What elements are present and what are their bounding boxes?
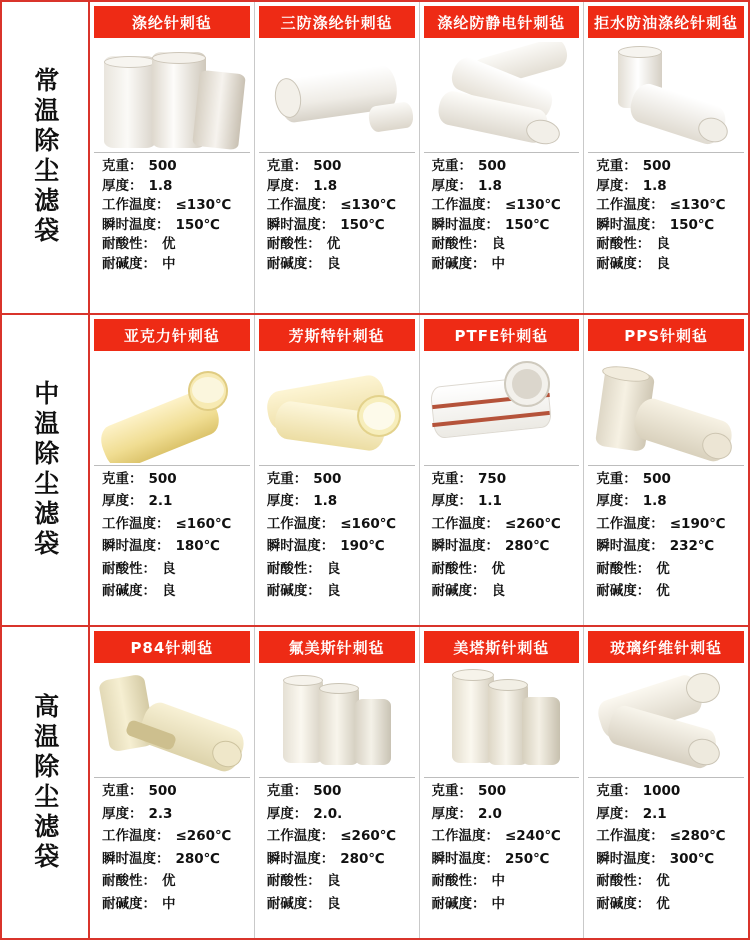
spec-value: 中 — [491, 895, 505, 912]
spec-work-temp — [596, 830, 742, 844]
spec-list — [588, 777, 744, 934]
product-card[interactable] — [90, 627, 255, 938]
spec-key: 工作温度： — [102, 828, 170, 845]
spec-value: ≤260℃ — [175, 828, 232, 845]
spec-key: 耐酸性： — [266, 873, 321, 890]
spec-value: ≤130℃ — [175, 197, 232, 213]
spec-list — [259, 152, 415, 309]
spec-value: 500 — [313, 470, 342, 487]
spec-value: 优 — [326, 236, 341, 252]
spec-acid — [266, 560, 413, 577]
card-list — [90, 2, 748, 313]
spec-key: 厚度： — [102, 177, 143, 194]
polyester-filter-bag-photo — [96, 42, 248, 150]
spec-value: 150℃ — [175, 216, 221, 233]
spec-acid — [596, 875, 742, 889]
spec-key: 耐酸性： — [102, 560, 156, 577]
p84-filter-bag-photo — [96, 667, 248, 775]
spec-value: ≤190℃ — [669, 515, 726, 532]
product-card[interactable] — [420, 2, 585, 313]
product-card[interactable] — [584, 2, 748, 313]
spec-key: 厚度： — [266, 805, 308, 822]
acrylic-filter-bag-photo — [96, 355, 248, 463]
spec-key: 工作温度： — [596, 515, 664, 532]
spec-key: 瞬时温度： — [596, 216, 664, 233]
spec-acid — [102, 238, 248, 252]
product-group-row — [2, 627, 748, 938]
spec-key: 厚度： — [596, 177, 637, 194]
spec-list — [94, 777, 250, 934]
spec-work-temp — [431, 515, 578, 532]
spec-key: 厚度： — [102, 805, 143, 822]
metas-filter-bag-photo — [426, 667, 578, 775]
spec-value: 280℃ — [505, 538, 550, 555]
spec-work-temp — [596, 515, 742, 532]
spec-work-temp — [102, 515, 248, 532]
spec-weight — [267, 785, 413, 799]
spec-key: 瞬时温度： — [266, 216, 335, 233]
spec-value: 良 — [326, 873, 341, 890]
spec-alkali — [431, 255, 578, 272]
spec-value: 中 — [491, 255, 505, 272]
spec-key: 厚度： — [596, 493, 637, 510]
spec-key: 克重： — [431, 470, 472, 487]
spec-thickness — [102, 177, 248, 194]
ptfe-filter-bag-photo — [426, 355, 578, 463]
product-card[interactable] — [255, 315, 420, 626]
spec-list — [588, 465, 744, 622]
spec-value: 良 — [326, 895, 341, 912]
spec-value: 优 — [162, 236, 176, 252]
spec-work-temp — [432, 830, 578, 844]
card-list — [90, 315, 748, 626]
spec-acid — [267, 238, 413, 252]
spec-alkali — [266, 255, 413, 272]
spec-alkali — [102, 585, 248, 599]
spec-value: 优 — [656, 873, 670, 890]
spec-key: 厚度： — [431, 493, 472, 510]
spec-value: ≤160℃ — [340, 515, 397, 532]
spec-key: 厚度： — [266, 493, 308, 510]
spec-value: 500 — [642, 470, 671, 487]
spec-value: 1.8 — [478, 177, 502, 194]
spec-value: 1.8 — [642, 177, 667, 194]
spec-key: 耐碱度： — [431, 255, 486, 272]
spec-value: 优 — [491, 560, 505, 577]
spec-value: 1.8 — [313, 493, 338, 510]
product-title: 拒水防油涤纶针刺毡 — [588, 6, 744, 38]
group-label-normal-temp — [2, 2, 90, 313]
spec-key: 耐酸性： — [102, 236, 156, 252]
product-card[interactable] — [90, 2, 255, 313]
spec-list — [588, 152, 744, 309]
spec-alkali — [596, 895, 742, 912]
spec-value: 750 — [478, 470, 507, 487]
spec-list — [94, 152, 250, 309]
spec-key: 厚度： — [266, 177, 308, 194]
spec-thickness — [596, 805, 742, 822]
spec-value: 500 — [148, 783, 177, 800]
spec-weight — [432, 785, 578, 799]
spec-list — [424, 777, 580, 934]
spec-value: ≤260℃ — [505, 515, 561, 532]
spec-thickness — [596, 495, 742, 509]
spec-acid — [431, 560, 578, 577]
product-title: 氟美斯针刺毡 — [259, 631, 415, 663]
spec-acid — [432, 875, 578, 889]
spec-value: 2.0 — [478, 805, 502, 822]
spec-value: 500 — [642, 158, 671, 174]
spec-thickness — [266, 805, 413, 822]
spec-key: 克重： — [266, 470, 308, 487]
spec-value: ≤130℃ — [669, 197, 726, 213]
spec-key: 耐酸性： — [266, 560, 321, 577]
spec-weight — [102, 470, 248, 487]
spec-value: 150℃ — [340, 216, 385, 233]
spec-peak-temp — [596, 850, 742, 867]
spec-key: 克重： — [266, 158, 308, 174]
spec-value: 2.0. — [313, 805, 343, 822]
spec-key: 克重： — [431, 783, 472, 800]
spec-key: 厚度： — [596, 805, 637, 822]
product-card[interactable] — [584, 315, 748, 626]
spec-key: 克重： — [596, 158, 637, 174]
spec-alkali — [266, 895, 413, 912]
spec-key: 瞬时温度： — [102, 850, 170, 867]
spec-value: 良 — [326, 583, 341, 600]
spec-work-temp — [432, 199, 578, 213]
spec-work-temp — [596, 199, 742, 213]
spec-key: 工作温度： — [102, 197, 170, 213]
spec-peak-temp — [432, 540, 578, 554]
spec-key: 耐碱度： — [596, 895, 651, 912]
product-card[interactable] — [90, 315, 255, 626]
card-list — [90, 627, 748, 938]
spec-key: 瞬时温度： — [596, 538, 664, 555]
spec-peak-temp — [431, 850, 578, 867]
spec-value: 150℃ — [505, 216, 550, 233]
spec-key: 克重： — [102, 470, 143, 487]
spec-key: 耐酸性： — [596, 236, 651, 252]
spec-thickness — [267, 495, 413, 509]
spec-value: 优 — [656, 895, 670, 912]
spec-peak-temp — [266, 850, 413, 867]
spec-value: 良 — [491, 236, 505, 252]
spec-key: 耐碱度： — [266, 895, 321, 912]
spec-weight — [267, 160, 413, 174]
spec-key: 克重： — [431, 158, 472, 174]
spec-value: 优 — [656, 583, 670, 600]
product-card[interactable] — [420, 315, 585, 626]
spec-key: 厚度： — [431, 177, 472, 194]
spec-peak-temp — [266, 216, 413, 233]
spec-value: ≤260℃ — [340, 828, 397, 845]
spec-value: 中 — [491, 873, 505, 890]
spec-value: 1000 — [642, 783, 681, 800]
spec-value: 250℃ — [505, 850, 550, 867]
spec-weight — [102, 785, 248, 799]
product-card[interactable] — [255, 2, 420, 313]
spec-thickness — [431, 805, 578, 822]
spec-key: 耐碱度： — [431, 583, 486, 600]
spec-weight — [432, 160, 578, 174]
spec-value: 500 — [148, 158, 177, 174]
spec-alkali — [102, 895, 248, 912]
three-proof-polyester-filter-bag-photo — [261, 42, 413, 150]
spec-alkali — [102, 255, 248, 272]
spec-key: 克重： — [102, 158, 143, 174]
spec-value: 优 — [656, 560, 670, 577]
spec-value: 中 — [162, 255, 176, 272]
product-title: 亚克力针刺毡 — [94, 319, 250, 351]
spec-key: 耐碱度： — [431, 895, 486, 912]
spec-value: 232℃ — [669, 538, 715, 555]
spec-peak-temp — [267, 540, 413, 554]
spec-value: 优 — [162, 873, 176, 890]
spec-key: 克重： — [266, 783, 308, 800]
spec-key: 耐碱度： — [266, 583, 321, 600]
spec-acid — [102, 875, 248, 889]
spec-key: 工作温度： — [266, 515, 335, 532]
spec-weight — [596, 160, 742, 174]
spec-key: 克重： — [596, 783, 637, 800]
nomex-filter-bag-photo — [261, 355, 413, 463]
spec-key: 瞬时温度： — [431, 538, 499, 555]
water-oil-repellent-polyester-filter-bag-photo — [590, 42, 742, 150]
spec-value: 良 — [656, 255, 670, 272]
spec-peak-temp — [102, 850, 248, 867]
pps-filter-bag-photo — [590, 355, 742, 463]
spec-value: 1.8 — [148, 177, 173, 194]
spec-key: 克重： — [102, 783, 143, 800]
spec-work-temp — [266, 515, 413, 532]
product-title: PPS针刺毡 — [588, 319, 744, 351]
spec-value: 良 — [162, 583, 176, 600]
spec-value: 1.8 — [313, 177, 338, 194]
spec-thickness — [266, 177, 413, 194]
spec-key: 瞬时温度： — [266, 850, 335, 867]
spec-peak-temp — [102, 216, 248, 233]
spec-key: 厚度： — [102, 493, 143, 510]
spec-key: 工作温度： — [266, 828, 335, 845]
spec-weight — [596, 470, 742, 487]
spec-value: ≤160℃ — [175, 515, 232, 532]
spec-peak-temp — [102, 540, 248, 554]
spec-value: 良 — [326, 255, 341, 272]
spec-key: 耐碱度： — [102, 583, 156, 600]
group-label-text: 高温除尘滤袋 — [30, 692, 60, 873]
spec-weight — [431, 470, 578, 487]
spec-alkali — [596, 255, 742, 272]
spec-value: 中 — [162, 895, 176, 912]
spec-alkali — [431, 895, 578, 912]
spec-value: 500 — [478, 158, 507, 174]
spec-peak-temp — [596, 540, 742, 554]
spec-value: ≤240℃ — [505, 828, 561, 845]
spec-key: 耐酸性： — [266, 236, 321, 252]
spec-work-temp — [267, 199, 413, 213]
spec-alkali — [596, 585, 742, 599]
spec-value: 280℃ — [175, 850, 221, 867]
spec-key: 耐酸性： — [596, 560, 651, 577]
product-card[interactable] — [420, 627, 585, 938]
fiberglass-filter-bag-photo — [590, 667, 742, 775]
spec-key: 工作温度： — [431, 197, 499, 213]
antistatic-polyester-filter-bag-photo — [426, 42, 578, 150]
spec-acid — [596, 238, 742, 252]
spec-value: 2.1 — [642, 805, 667, 822]
spec-value: ≤130℃ — [340, 197, 397, 213]
product-title: 涤纶防静电针刺毡 — [424, 6, 580, 38]
spec-acid — [267, 875, 413, 889]
spec-value: ≤280℃ — [669, 828, 726, 845]
spec-list — [424, 152, 580, 309]
product-title: 玻璃纤维针刺毡 — [588, 631, 744, 663]
spec-acid — [432, 238, 578, 252]
spec-value: 良 — [162, 560, 176, 577]
spec-list — [94, 465, 250, 622]
spec-value: 良 — [491, 583, 505, 600]
spec-work-temp — [267, 830, 413, 844]
spec-value: 500 — [313, 158, 342, 174]
spec-key: 瞬时温度： — [596, 850, 664, 867]
spec-value: 500 — [478, 783, 507, 800]
spec-value: 良 — [326, 560, 341, 577]
fms-filter-bag-photo — [261, 667, 413, 775]
spec-value: 2.1 — [148, 493, 173, 510]
spec-value: 180℃ — [175, 538, 221, 555]
product-title: 三防涤纶针刺毡 — [259, 6, 415, 38]
spec-peak-temp — [596, 216, 742, 233]
product-title: P84针刺毡 — [94, 631, 250, 663]
product-card[interactable] — [255, 627, 420, 938]
spec-key: 耐碱度： — [596, 255, 651, 272]
product-title: 涤纶针刺毡 — [94, 6, 250, 38]
spec-key: 瞬时温度： — [266, 538, 335, 555]
spec-key: 耐酸性： — [431, 560, 486, 577]
spec-key: 瞬时温度： — [102, 538, 170, 555]
spec-alkali — [432, 585, 578, 599]
spec-key: 瞬时温度： — [102, 216, 170, 233]
spec-key: 工作温度： — [431, 515, 499, 532]
spec-key: 克重： — [596, 470, 637, 487]
spec-work-temp — [102, 199, 248, 213]
spec-value: 良 — [656, 236, 670, 252]
spec-key: 工作温度： — [596, 828, 664, 845]
spec-key: 工作温度： — [431, 828, 499, 845]
spec-value: 1.1 — [478, 493, 502, 510]
spec-value: 500 — [148, 470, 177, 487]
product-title: PTFE针刺毡 — [424, 319, 580, 351]
product-title: 美塔斯针刺毡 — [424, 631, 580, 663]
spec-thickness — [432, 495, 578, 509]
spec-key: 瞬时温度： — [431, 216, 499, 233]
group-label-high-temp — [2, 627, 90, 938]
product-title: 芳斯特针刺毡 — [259, 319, 415, 351]
spec-thickness — [596, 177, 742, 194]
product-card[interactable] — [584, 627, 748, 938]
spec-key: 耐酸性： — [102, 873, 156, 890]
spec-acid — [102, 560, 248, 577]
spec-weight — [266, 470, 413, 487]
group-label-text: 常温除尘滤袋 — [30, 67, 60, 248]
spec-alkali — [267, 585, 413, 599]
group-label-text: 中温除尘滤袋 — [30, 380, 60, 560]
spec-key: 耐碱度： — [102, 255, 156, 272]
spec-value: 500 — [313, 783, 342, 800]
product-group-row — [2, 2, 748, 315]
spec-value: 1.8 — [642, 493, 667, 510]
product-group-row — [2, 315, 748, 628]
spec-key: 耐碱度： — [596, 583, 651, 600]
spec-acid — [596, 560, 742, 577]
spec-key: 耐碱度： — [102, 895, 156, 912]
spec-key: 瞬时温度： — [431, 850, 499, 867]
spec-value: 280℃ — [340, 850, 385, 867]
group-label-medium-temp — [2, 315, 90, 626]
spec-key: 工作温度： — [266, 197, 335, 213]
spec-key: 耐酸性： — [431, 873, 486, 890]
spec-thickness — [102, 495, 248, 509]
spec-value: 2.3 — [148, 805, 173, 822]
spec-thickness — [102, 805, 248, 822]
spec-value: 150℃ — [669, 216, 715, 233]
spec-list — [424, 465, 580, 622]
spec-value: 190℃ — [340, 538, 385, 555]
spec-list — [259, 777, 415, 934]
spec-work-temp — [102, 830, 248, 844]
spec-weight — [102, 160, 248, 174]
spec-key: 厚度： — [431, 805, 472, 822]
spec-key: 耐酸性： — [596, 873, 651, 890]
spec-key: 耐碱度： — [266, 255, 321, 272]
spec-list — [259, 465, 415, 622]
spec-key: 耐酸性： — [431, 236, 486, 252]
spec-peak-temp — [431, 216, 578, 233]
spec-value: 300℃ — [669, 850, 715, 867]
spec-value: ≤130℃ — [505, 197, 561, 213]
spec-key: 工作温度： — [596, 197, 664, 213]
spec-weight — [596, 785, 742, 799]
spec-key: 工作温度： — [102, 515, 170, 532]
spec-thickness — [431, 177, 578, 194]
